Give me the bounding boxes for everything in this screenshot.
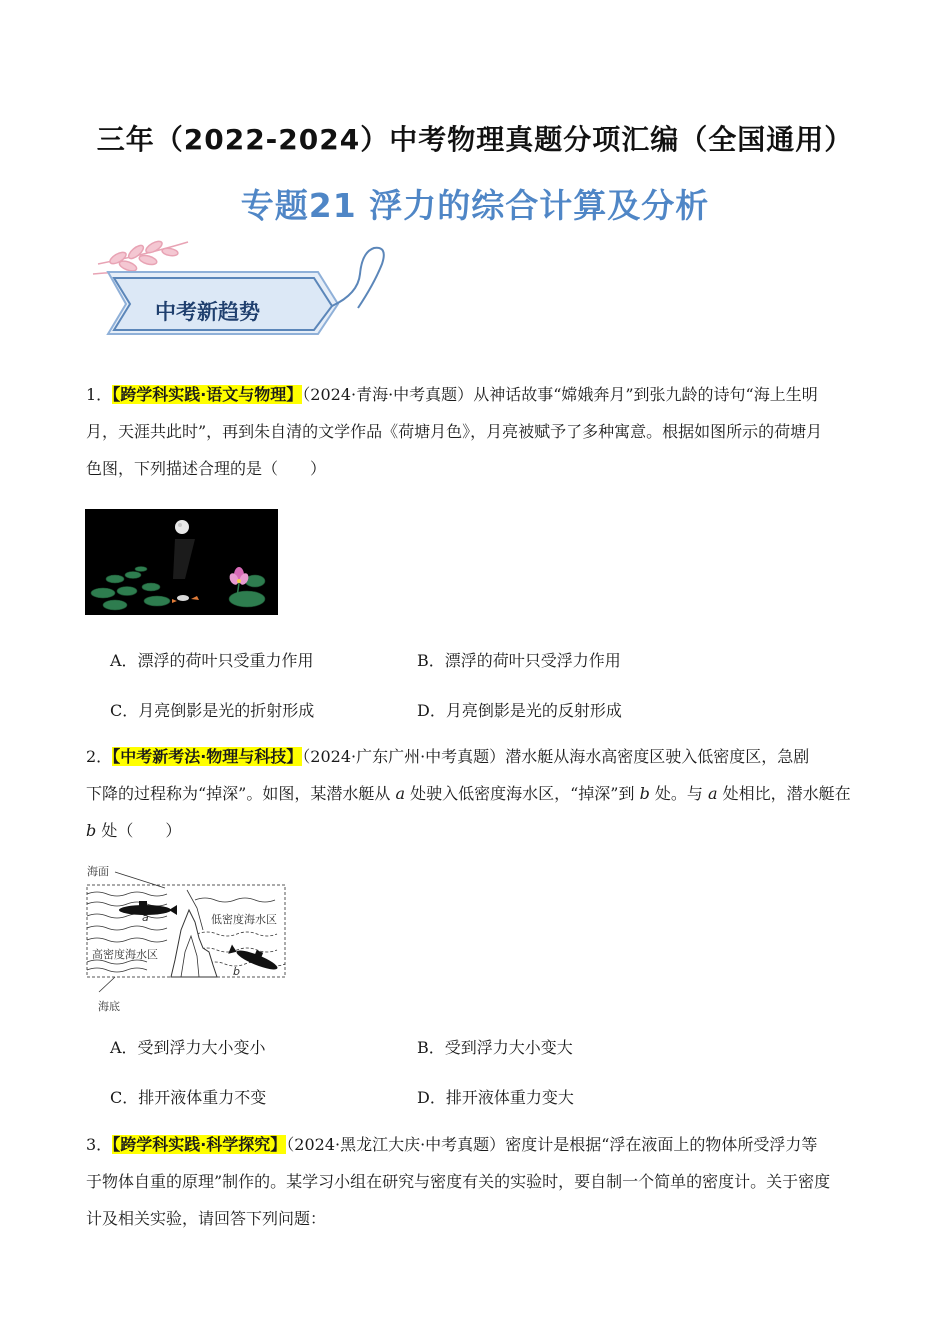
section-banner: [88, 234, 388, 344]
question-1-option-b[interactable]: B．漂浮的荷叶只受浮力作用: [417, 651, 621, 670]
question-text: 处（ ）: [101, 821, 182, 840]
section-banner-label: 中考新趋势: [155, 300, 260, 324]
label-sea-surface: 海面: [87, 865, 109, 878]
question-source: （2024·广东广州·中考真题）: [302, 747, 506, 766]
question-text: 处相比，潜水艇在: [722, 784, 851, 803]
question-2-option-d[interactable]: D．排开液体重力变大: [417, 1088, 574, 1107]
variable-b: b: [86, 821, 97, 840]
question-1-option-a[interactable]: A．漂浮的荷叶只受重力作用: [110, 651, 314, 670]
variable-b: b: [639, 784, 650, 803]
question-tag: 【跨学科实践·科学探究】: [112, 1135, 287, 1154]
question-text: 潜水艇从海水高密度区驶入低密度区，急剧: [505, 747, 810, 766]
question-tag: 【中考新考法·物理与科技】: [112, 747, 303, 766]
page-title: 三年（2022-2024）中考物理真题分项汇编（全国通用）: [96, 123, 854, 156]
question-text: 处驶入低密度海水区，“掉深”到: [410, 784, 635, 803]
question-source: （2024·黑龙江大庆·中考真题）: [286, 1135, 506, 1154]
lotus-pond-figure: [85, 509, 278, 615]
question-1-option-d[interactable]: D．月亮倒影是光的反射形成: [417, 701, 622, 720]
label-point-a: a: [142, 911, 149, 924]
question-1-line-2: 月，天涯共此时”，再到朱自清的文学作品《荷塘月色》，月亮被赋予了多种寓意。根据如图所示的荷塘月: [86, 422, 823, 441]
question-text: 下降的过程称为“掉深”。如图，某潜水艇从: [86, 784, 391, 803]
question-2-option-b[interactable]: B．受到浮力大小变大: [417, 1038, 573, 1057]
label-high-density: 高密度海水区: [92, 948, 158, 961]
question-number: 3．: [86, 1135, 113, 1154]
question-3-line-1: [86, 1126, 866, 1163]
variable-a: a: [395, 784, 406, 803]
label-point-b: b: [233, 965, 240, 978]
question-number: 1．: [86, 385, 113, 404]
question-1-line-3: 色图，下列描述合理的是（ ）: [86, 459, 327, 478]
question-2-line-2: [86, 775, 866, 812]
question-2: [86, 738, 866, 849]
topic-title: 专题21 浮力的综合计算及分析: [240, 186, 710, 225]
question-2-option-a[interactable]: A．受到浮力大小变小: [110, 1038, 266, 1057]
question-1-line-1: [86, 376, 866, 413]
question-1: [86, 376, 866, 487]
submarine-figure: [85, 860, 290, 1015]
question-text: 密度计是根据“浮在液面上的物体所受浮力等: [505, 1135, 818, 1154]
question-2-line-3: [86, 812, 866, 849]
question-tag: 【跨学科实践·语文与物理】: [112, 385, 303, 404]
question-3-line-3: 计及相关实验，请回答下列问题：: [86, 1209, 327, 1228]
question-2-line-1: [86, 738, 866, 775]
question-1-option-c[interactable]: C．月亮倒影是光的折射形成: [110, 701, 315, 720]
question-text: 处。与: [654, 784, 703, 803]
question-3-line-2: 于物体自重的原理”制作的。某学习小组在研究与密度有关的实验时，要自制一个简单的密度计。关于密度: [86, 1172, 831, 1191]
question-3: [86, 1126, 866, 1237]
question-number: 2．: [86, 747, 113, 766]
label-sea-floor: 海底: [98, 1000, 120, 1013]
question-text: 从神话故事“嫦娥奔月”到张九龄的诗句“海上生明: [473, 385, 818, 404]
question-2-option-c[interactable]: C．排开液体重力不变: [110, 1088, 267, 1107]
question-source: （2024·青海·中考真题）: [302, 385, 474, 404]
label-low-density: 低密度海水区: [211, 913, 277, 926]
variable-a: a: [708, 784, 718, 803]
